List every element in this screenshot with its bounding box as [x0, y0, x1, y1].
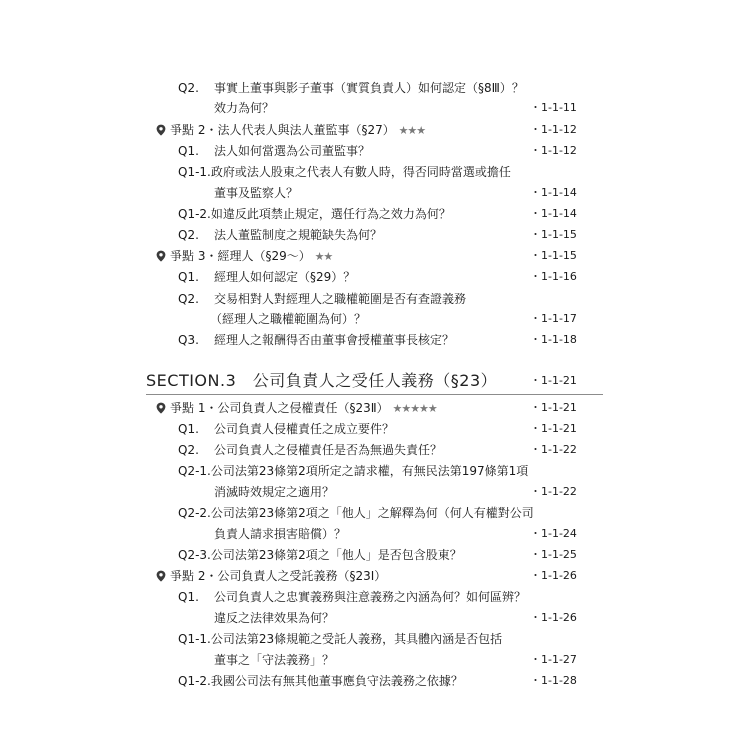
entry-text: 消滅時效規定之適用？ — [214, 485, 335, 499]
map-pin-icon — [155, 570, 167, 582]
entry-text: 如違反此項禁止規定，選任行為之效力為何？ — [210, 207, 451, 221]
entry-text: 負責人請求損害賠償）？ — [214, 527, 347, 541]
entry-text: 公司負責人之忠實義務與注意義務之內涵為何？如何區辨？ — [214, 590, 527, 604]
question-label: Q2. — [178, 81, 199, 95]
entry-text: 政府或法人股東之代表人有數人時，得否同時當選或擔任 — [210, 165, 511, 179]
page-number: ・1-1-15 — [530, 249, 577, 262]
entry-text: 公司負責人侵權責任之成立要件？ — [214, 422, 395, 436]
toc-entry — [0, 98, 750, 118]
page-number: ・1-1-26 — [530, 611, 577, 624]
toc-entry — [0, 440, 750, 460]
toc-entry — [0, 671, 750, 691]
question-label: Q2. — [178, 443, 199, 457]
toc-entry — [0, 225, 750, 245]
toc-entry — [0, 629, 750, 649]
entry-text: （經理人之職權範圍為何）？ — [210, 312, 367, 326]
entry-text: 經理人如何認定（§29）？ — [214, 270, 356, 284]
page-number: ・1-1-28 — [530, 674, 577, 687]
page-number: ・1-1-22 — [530, 443, 577, 456]
page-number: ・1-1-12 — [530, 144, 577, 157]
entry-text: 公司法第23條第2項所定之請求權，有無民法第197條第1項 — [210, 464, 529, 478]
toc-entry — [0, 503, 750, 523]
toc-topic — [0, 566, 750, 586]
toc-topic — [0, 120, 750, 140]
entry-text: 公司法第23條規範之受託人義務，其具體內涵是否包括 — [210, 632, 503, 646]
question-label: Q1-2. — [178, 674, 211, 688]
toc-entry — [0, 267, 750, 287]
question-label: Q2-2. — [178, 506, 211, 520]
page-number: ・1-1-21 — [530, 422, 577, 435]
page-number: ・1-1-14 — [530, 186, 577, 199]
page-number: ・1-1-21 — [530, 401, 577, 414]
entry-text: 董事之「守法義務」？ — [214, 653, 335, 667]
toc-entry — [0, 204, 750, 224]
section-divider — [146, 394, 603, 395]
page-number: ・1-1-16 — [530, 270, 577, 283]
toc-entry — [0, 419, 750, 439]
question-label: Q1. — [178, 144, 199, 158]
question-label: Q1. — [178, 590, 199, 604]
toc-entry — [0, 141, 750, 161]
toc-entry — [0, 183, 750, 203]
entry-text: 我國公司法有無其他董事應負守法義務之依據？ — [210, 674, 463, 688]
toc-entry — [0, 330, 750, 350]
toc-entry — [0, 587, 750, 607]
topic-title: 爭點 2・法人代表人與法人董監事（§27） — [170, 123, 395, 137]
toc-entry — [0, 162, 750, 182]
page-number: ・1-1-15 — [530, 228, 577, 241]
star-rating: ★★★ — [398, 124, 426, 137]
toc-entry — [0, 309, 750, 329]
toc-entry — [0, 289, 750, 309]
section-heading — [0, 364, 750, 394]
toc-topic — [0, 398, 750, 418]
star-rating: ★★ — [314, 250, 333, 263]
question-label: Q2. — [178, 292, 199, 306]
entry-text: 事實上董事與影子董事（實質負責人）如何認定（§8Ⅲ）？ — [214, 81, 524, 95]
question-label: Q1-1. — [178, 632, 211, 646]
page-number: ・1-1-24 — [530, 527, 577, 540]
toc-entry — [0, 545, 750, 565]
map-pin-icon — [155, 250, 167, 262]
entry-text: 董事及監察人？ — [214, 186, 299, 200]
toc-entry — [0, 608, 750, 628]
entry-text: 公司法第23條第2項之「他人」之解釋為何（何人有權對公司 — [210, 506, 534, 520]
entry-text: 交易相對人對經理人之職權範圍是否有查證義務 — [214, 292, 467, 306]
question-label: Q2-3. — [178, 548, 211, 562]
page-number: ・1-1-25 — [530, 548, 577, 561]
toc-entry — [0, 482, 750, 502]
entry-text: 效力為何？ — [214, 101, 275, 115]
question-label: Q3. — [178, 333, 199, 347]
page-number: ・1-1-11 — [530, 101, 577, 114]
toc-entry — [0, 461, 750, 481]
topic-title: 爭點 1・公司負責人之侵權責任（§23Ⅱ） — [170, 401, 389, 415]
entry-text: 公司法第23條第2項之「他人」是否包含股東？ — [210, 548, 462, 562]
topic-title: 爭點 2・公司負責人之受託義務（§23Ⅰ） — [170, 569, 387, 583]
page-number: ・1-1-18 — [530, 333, 577, 346]
question-label: Q2. — [178, 228, 199, 242]
page-number: ・1-1-22 — [530, 485, 577, 498]
toc-entry — [0, 524, 750, 544]
toc-entry — [0, 650, 750, 670]
toc-topic — [0, 246, 750, 266]
entry-text: 公司負責人之侵權責任是否為無過失責任？ — [214, 443, 443, 457]
entry-text: 經理人之報酬得否由董事會授權董事長核定？ — [214, 333, 455, 347]
topic-title: 爭點 3・經理人（§29～） — [170, 249, 311, 263]
question-label: Q1-1. — [178, 165, 211, 179]
question-label: Q1-2. — [178, 207, 211, 221]
page-number: ・1-1-21 — [530, 374, 577, 387]
section-title: SECTION.3 公司負責人之受任人義務（§23） — [146, 371, 498, 390]
page-number: ・1-1-12 — [530, 123, 577, 136]
toc-entry — [0, 78, 750, 98]
entry-text: 違反之法律效果為何？ — [214, 611, 335, 625]
question-label: Q1. — [178, 422, 199, 436]
map-pin-icon — [155, 124, 167, 136]
map-pin-icon — [155, 402, 167, 414]
page-number: ・1-1-27 — [530, 653, 577, 666]
question-label: Q1. — [178, 270, 199, 284]
page-number: ・1-1-17 — [530, 312, 577, 325]
page-number: ・1-1-26 — [530, 569, 577, 582]
entry-text: 法人如何當選為公司董監事？ — [214, 144, 371, 158]
entry-text: 法人董監制度之規範缺失為何？ — [214, 228, 383, 242]
page-number: ・1-1-14 — [530, 207, 577, 220]
star-rating: ★★★★★ — [392, 402, 437, 415]
question-label: Q2-1. — [178, 464, 211, 478]
